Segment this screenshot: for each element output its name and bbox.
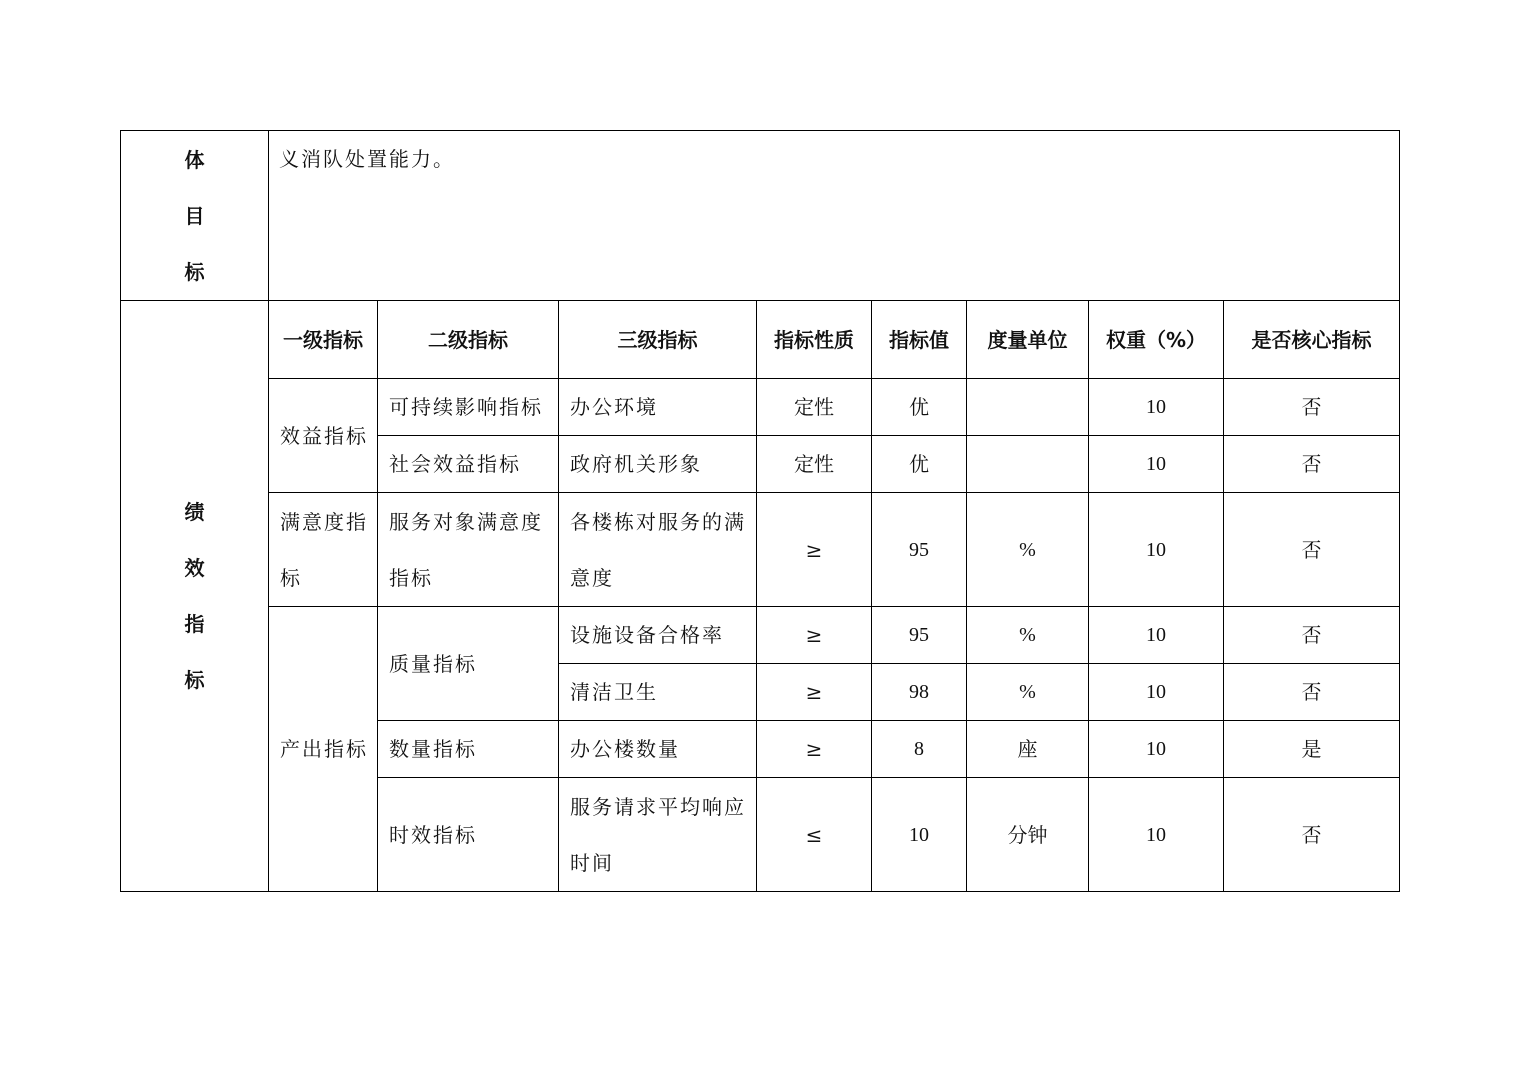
table-row [121, 379, 1400, 436]
goal-row [121, 131, 1400, 301]
weight-cell: 10 [1089, 778, 1224, 892]
nature-cell: 定性 [757, 379, 872, 436]
subgroup-service-sat: 服务对象满意度指标 [378, 493, 559, 607]
indicator-cell: 清洁卫生 [559, 664, 757, 721]
value-cell: 98 [872, 664, 967, 721]
nature-cell: ≥ [757, 721, 872, 778]
core-cell: 否 [1224, 778, 1400, 892]
perf-label-char: 指 [184, 612, 205, 636]
table-row [121, 607, 1400, 664]
indicator-cell: 政府机关形象 [559, 436, 757, 493]
group-output: 产出指标 [269, 607, 378, 892]
unit-cell [967, 379, 1089, 436]
subgroup-timeliness: 时效指标 [378, 778, 559, 892]
weight-cell: 10 [1089, 379, 1224, 436]
subgroup-social: 社会效益指标 [378, 436, 559, 493]
header-value: 指标值 [872, 301, 967, 379]
unit-cell: 分钟 [967, 778, 1089, 892]
core-cell: 否 [1224, 664, 1400, 721]
indicator-cell: 办公环境 [559, 379, 757, 436]
core-cell: 否 [1224, 607, 1400, 664]
indicator-cell: 各楼栋对服务的满意度 [559, 493, 757, 607]
core-cell: 否 [1224, 493, 1400, 607]
indicator-cell: 服务请求平均响应时间 [559, 778, 757, 892]
group-benefit: 效益指标 [269, 379, 378, 493]
nature-cell: ≥ [757, 664, 872, 721]
header-core: 是否核心指标 [1224, 301, 1400, 379]
subgroup-sustain: 可持续影响指标 [378, 379, 559, 436]
core-cell: 否 [1224, 379, 1400, 436]
value-cell: 95 [872, 607, 967, 664]
weight-cell: 10 [1089, 721, 1224, 778]
subgroup-quality: 质量指标 [378, 607, 559, 721]
unit-cell: % [967, 493, 1089, 607]
nature-cell: 定性 [757, 436, 872, 493]
header-weight: 权重（%） [1089, 301, 1224, 379]
table-row [121, 493, 1400, 607]
value-cell: 优 [872, 436, 967, 493]
perf-label-char: 绩 [184, 500, 205, 524]
unit-cell: % [967, 664, 1089, 721]
unit-cell [967, 436, 1089, 493]
header-unit: 度量单位 [967, 301, 1089, 379]
perf-label [121, 301, 269, 892]
subgroup-quantity: 数量指标 [378, 721, 559, 778]
nature-cell: ≥ [757, 493, 872, 607]
indicator-cell: 办公楼数量 [559, 721, 757, 778]
weight-cell: 10 [1089, 493, 1224, 607]
header-nature: 指标性质 [757, 301, 872, 379]
weight-cell: 10 [1089, 607, 1224, 664]
perf-label-char: 标 [184, 668, 205, 692]
value-cell: 95 [872, 493, 967, 607]
goal-label-char: 标 [184, 259, 205, 284]
core-cell: 是 [1224, 721, 1400, 778]
unit-cell: % [967, 607, 1089, 664]
performance-table [120, 130, 1400, 892]
perf-label-char: 效 [184, 556, 205, 580]
table-header-row [121, 301, 1400, 379]
goal-label-char: 目 [184, 203, 205, 228]
nature-cell: ≥ [757, 607, 872, 664]
group-satisfaction: 满意度指标 [269, 493, 378, 607]
value-cell: 10 [872, 778, 967, 892]
header-level2: 二级指标 [378, 301, 559, 379]
header-level1: 一级指标 [269, 301, 378, 379]
value-cell: 8 [872, 721, 967, 778]
goal-label-char: 体 [184, 147, 205, 172]
goal-label [121, 131, 269, 301]
weight-cell: 10 [1089, 436, 1224, 493]
header-level3: 三级指标 [559, 301, 757, 379]
weight-cell: 10 [1089, 664, 1224, 721]
core-cell: 否 [1224, 436, 1400, 493]
value-cell: 优 [872, 379, 967, 436]
nature-cell: ≤ [757, 778, 872, 892]
indicator-cell: 设施设备合格率 [559, 607, 757, 664]
unit-cell: 座 [967, 721, 1089, 778]
goal-text: 义消队处置能力。 [269, 131, 1400, 301]
